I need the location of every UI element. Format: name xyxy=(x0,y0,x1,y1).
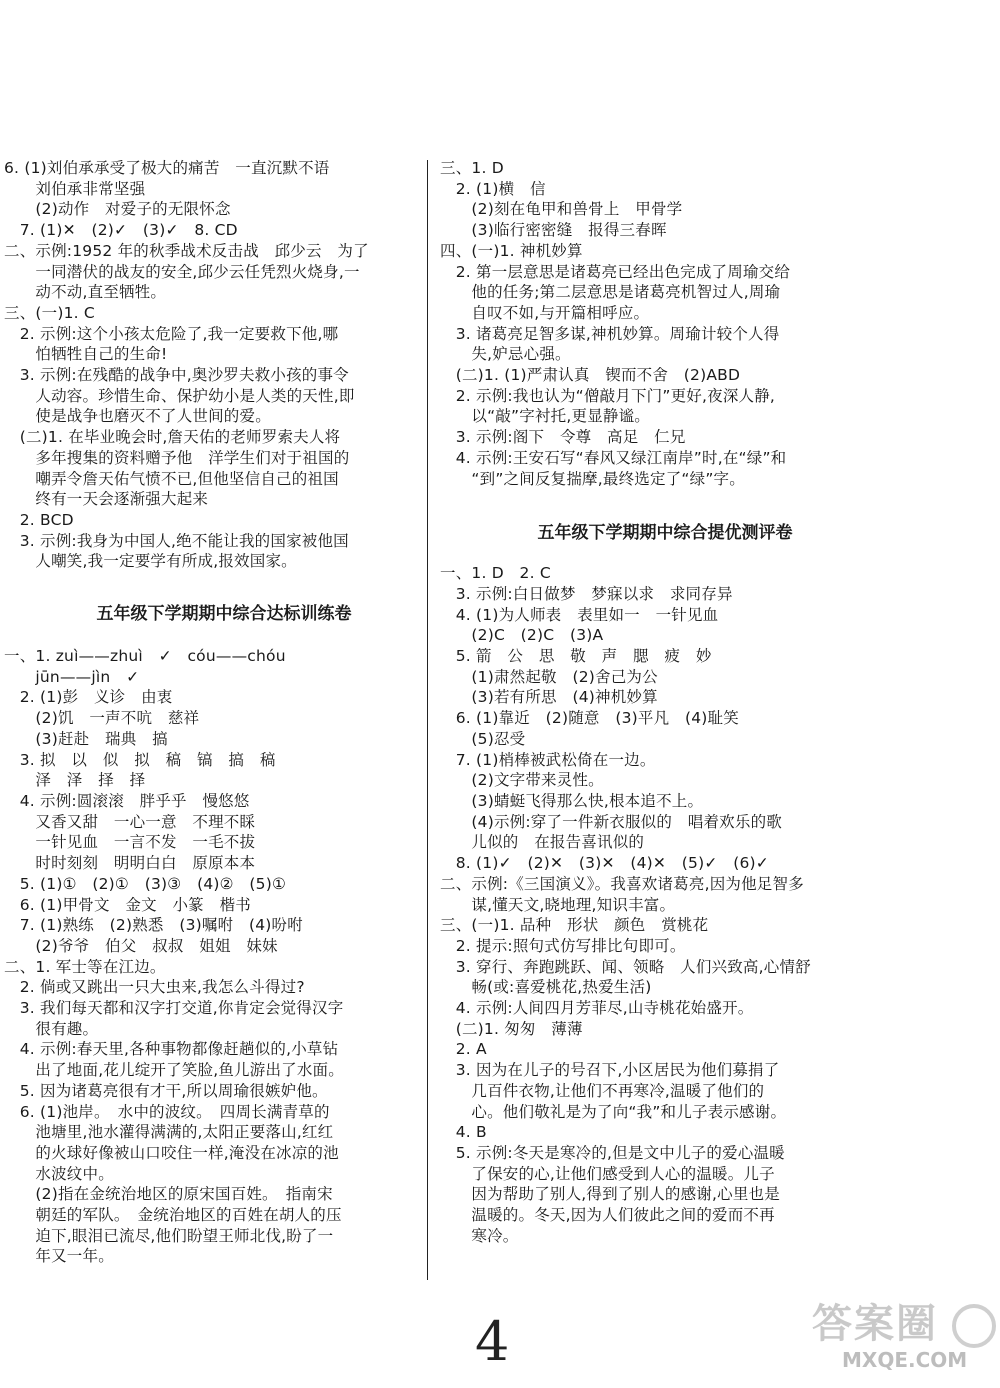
answer-line: 一、1. zuì——zhuì ✓ cóu——chóu xyxy=(4,647,286,666)
answer-line: 一、1. D 2. C xyxy=(440,564,551,583)
answer-line: (二)1. 匆匆 薄薄 xyxy=(440,1019,583,1038)
answer-line: 年又一年。 xyxy=(4,1247,114,1266)
answer-line: (4)示例:穿了一件新衣服似的 唱着欢乐的歌 xyxy=(440,812,782,831)
answer-line: 三、(一)1. C xyxy=(4,303,95,322)
answer-line: 一同潜伏的战友的安全,邱少云任凭烈火烧身,一 xyxy=(4,262,360,281)
answer-line: 2. 示例:这个小孩太危险了,我一定要救下他,哪 xyxy=(4,324,339,343)
answer-line: 2. BCD xyxy=(4,510,74,529)
answer-line: 4. (1)为人师表 表里如一 一针见血 xyxy=(440,605,719,624)
answer-line: 失,妒忌心强。 xyxy=(440,345,571,364)
left-column xyxy=(4,158,414,1267)
answer-line: 因为帮助了别人,得到了别人的感谢,心里也是 xyxy=(440,1185,780,1204)
answer-line: 2. (1)横 信 xyxy=(440,179,546,198)
answer-line: 三、1. D xyxy=(440,159,504,177)
answer-line: 寒冷。 xyxy=(440,1226,519,1245)
answer-line: 3. 穿行、奔跑跳跃、闻、领略 人们兴致高,心情舒 xyxy=(440,957,811,976)
answer-line: 他的任务;第二层意思是诸葛亮机智过人,周瑜 xyxy=(440,283,781,302)
answer-line: (3)蜻蜓飞得那么快,根本追不上。 xyxy=(440,791,704,810)
answer-line: 6. (1)池岸。 水中的波纹。 四周长满青草的 xyxy=(4,1102,330,1121)
answer-line: 儿似的 在报告喜讯似的 xyxy=(440,833,645,852)
answer-line: (2)文字带来灵性。 xyxy=(440,771,604,790)
answer-line: (2)C (2)C (3)A xyxy=(440,626,604,645)
right-bottom-answers xyxy=(440,563,860,1246)
answer-line: 8. (1)✓ (2)✕ (3)✕ (4)✕ (5)✓ (6)✓ xyxy=(440,854,769,873)
answer-line: (2)动作 对爱子的无限怀念 xyxy=(4,200,231,219)
answer-line: (二)1. (1)严肃认真 锲而不舍 (2)ABD xyxy=(440,366,741,385)
answer-line: 的火球好像被山口咬住一样,淹没在冰凉的池 xyxy=(4,1143,339,1162)
answer-line: 6. (1)甲骨文 金文 小篆 楷书 xyxy=(4,895,251,914)
answer-line: 多年搜集的资料赠予他 洋学生们对于祖国的 xyxy=(4,448,350,467)
answer-line: 3. 因为在儿子的号召下,小区居民为他们募捐了 xyxy=(440,1061,780,1080)
answer-line: 畅(或:喜爱桃花,热爱生活) xyxy=(440,978,652,997)
answer-line: 人动容。珍惜生命、保护幼小是人类的天性,即 xyxy=(4,386,355,405)
answer-line: (3)若有所思 (4)神机妙算 xyxy=(440,688,658,707)
answer-line: 温暖的。冬天,因为人们彼此之间的爱而不再 xyxy=(440,1206,775,1225)
answer-line: 朝廷的军队。 金统治地区的百姓在胡人的压 xyxy=(4,1206,342,1225)
answer-line: 人嘲笑,我一定要学有所成,报效国家。 xyxy=(4,552,297,571)
column-divider xyxy=(427,160,428,1280)
answer-line: 2. 提示:照句式仿写排比句即可。 xyxy=(440,936,686,955)
answer-line: (2)饥 一声不吭 慈祥 xyxy=(4,709,200,728)
answer-line: 刘伯承非常坚强 xyxy=(4,179,146,198)
watermark-logo: 答案圈 xyxy=(812,1301,938,1347)
answer-line: 二、示例:《三国演义》。我喜欢诸葛亮,因为他足智多 xyxy=(440,874,804,893)
answer-line: 5. (1)① (2)① (3)③ (4)② (5)① xyxy=(4,874,287,893)
answer-line: (3)赶赴 瑞典 搞 xyxy=(4,729,168,748)
answer-line: 6. (1)靠近 (2)随意 (3)平凡 (4)耻笑 xyxy=(440,709,739,728)
answer-line: 4. B xyxy=(440,1123,487,1142)
answer-line: 动不动,直至牺牲。 xyxy=(4,283,167,302)
watermark-url: MXQE.COM xyxy=(842,1348,968,1372)
left-section-title: 五年级下学期期中综合达标训练卷 xyxy=(96,604,352,625)
answer-line: 以“敲”字衬托,更显静谧。 xyxy=(440,407,650,426)
answer-line: 5. 箭 公 思 敬 声 腮 疲 妙 xyxy=(440,647,712,666)
answer-line: 3. 示例:我身为中国人,绝不能让我的国家被他国 xyxy=(4,531,349,550)
answer-line: 很有趣。 xyxy=(4,1019,99,1038)
answer-line: (5)忍受 xyxy=(440,729,526,748)
answer-line: 终有一天会逐渐强大起来 xyxy=(4,490,209,509)
answer-line: 4. 示例:圆滚滚 胖乎乎 慢悠悠 xyxy=(4,791,250,810)
answer-line: 时时刻刻 明明白白 原原本本 xyxy=(4,854,256,873)
answer-line: 3. 我们每天都和汉字打交道,你肯定会觉得汉字 xyxy=(4,999,344,1018)
answer-line: 一针见血 一言不发 一毛不拔 xyxy=(4,833,256,852)
answer-line: 怕牺牲自己的生命! xyxy=(4,345,168,364)
answer-line: (2)指在金统治地区的原宋国百姓。 指南宋 xyxy=(4,1185,333,1204)
answer-line: 2. 倘或又跳出一只大虫来,我怎么斗得过? xyxy=(4,978,305,997)
answer-line: 水波纹中。 xyxy=(4,1164,114,1183)
answer-line: 二、示例:1952 年的秋季战术反击战 邱少云 为了 xyxy=(4,241,369,260)
answer-line: 出了地面,花儿绽开了笑脸,鱼儿游出了水面。 xyxy=(4,1061,344,1080)
answer-line: 3. 拟 以 似 拟 稿 镐 搞 稿 xyxy=(4,750,276,769)
answer-line: (2)爷爷 伯父 叔叔 姐姐 妹妹 xyxy=(4,936,278,955)
page-number: 4 xyxy=(475,1310,510,1373)
answer-line: 二、1. 军士等在江边。 xyxy=(4,957,166,976)
answer-line: 5. 因为诸葛亮很有才干,所以周瑜很嫉妒他。 xyxy=(4,1081,328,1100)
answer-line: 7. (1)梢棒被武松倚在一边。 xyxy=(440,750,656,769)
answer-line: (二)1. 在毕业晚会时,詹天佑的老师罗索夫人将 xyxy=(4,428,341,447)
answer-line: 又香又甜 一心一意 不理不睬 xyxy=(4,812,256,831)
answer-line: 5. 示例:冬天是寒冷的,但是文中儿子的爱心温暖 xyxy=(440,1143,785,1162)
right-top-answers xyxy=(440,158,860,489)
answer-line: 嘲弄令詹天佑气愤不已,但他坚信自己的祖国 xyxy=(4,469,339,488)
answer-line: jūn——jìn ✓ xyxy=(4,667,140,686)
answer-line: 2. A xyxy=(440,1040,487,1059)
answer-line: 3. 诸葛亮足智多谋,神机妙算。周瑜计较个人得 xyxy=(440,324,780,343)
answer-line: 使是战争也磨灭不了人世间的爱。 xyxy=(4,407,271,426)
answer-line: (1)肃然起敬 (2)舍己为公 xyxy=(440,667,658,686)
answer-line: 几百件衣物,让他们不再寒冷,温暖了他们的 xyxy=(440,1081,765,1100)
left-bottom-answers xyxy=(4,646,414,1267)
answer-line: 泽 泽 择 择 xyxy=(4,771,146,790)
right-column xyxy=(440,158,860,1246)
answer-line: (2)刻在龟甲和兽骨上 甲骨学 xyxy=(440,200,683,219)
answer-line: 4. 示例:王安石写“春风又绿江南岸”时,在“绿”和 xyxy=(440,448,787,467)
answer-line: 7. (1)熟练 (2)熟悉 (3)嘱咐 (4)吩咐 xyxy=(4,916,303,935)
answer-line: 三、(一)1. 品种 形状 颜色 赏桃花 xyxy=(440,916,709,935)
answer-line: 池塘里,池水灌得满满的,太阳正要落山,红红 xyxy=(4,1123,334,1142)
answer-line: 心。他们敬礼是为了向“我”和儿子表示感谢。 xyxy=(440,1102,787,1121)
answer-line: 4. 示例:春天里,各种事物都像赶趟似的,小草钻 xyxy=(4,1040,339,1059)
watermark-ring-icon xyxy=(952,1304,996,1348)
answer-line: 谋,懂天文,晓地理,知识丰富。 xyxy=(440,895,676,914)
answer-line: (3)临行密密缝 报得三春晖 xyxy=(440,221,667,240)
answer-line: 2. 示例:我也认为“僧敲月下门”更好,夜深人静, xyxy=(440,386,776,405)
left-top-answers xyxy=(4,158,414,572)
answer-line: 3. 示例:白日做梦 梦寐以求 求同存异 xyxy=(440,584,733,603)
answer-line: 迫下,眼泪已流尽,他们盼望王师北伐,盼了一 xyxy=(4,1226,334,1245)
answer-line: 2. (1)彭 义诊 由衷 xyxy=(4,688,173,707)
answer-line: 7. (1)✕ (2)✓ (3)✓ 8. CD xyxy=(4,221,238,240)
answer-line: 自叹不如,与开篇相呼应。 xyxy=(440,303,650,322)
answer-line: 3. 示例:在残酷的战争中,奥沙罗夫救小孩的事令 xyxy=(4,366,349,385)
right-section-title: 五年级下学期期中综合提优测评卷 xyxy=(537,523,793,544)
answer-line: 4. 示例:人间四月芳菲尽,山寺桃花始盛开。 xyxy=(440,999,754,1018)
answer-line: 了保安的心,让他们感受到人心的温暖。儿子 xyxy=(440,1164,775,1183)
answer-line: 6. (1)刘伯承承受了极大的痛苦 一直沉默不语 xyxy=(4,159,330,177)
answer-line: 3. 示例:阁下 令尊 高足 仁兄 xyxy=(440,428,686,447)
answer-line: “到”之间反复揣摩,最终选定了“绿”字。 xyxy=(440,469,745,488)
watermark xyxy=(812,1300,992,1380)
answer-line: 四、(一)1. 神机妙算 xyxy=(440,241,583,260)
answer-line: 2. 第一层意思是诸葛亮已经出色完成了周瑜交给 xyxy=(440,262,791,281)
